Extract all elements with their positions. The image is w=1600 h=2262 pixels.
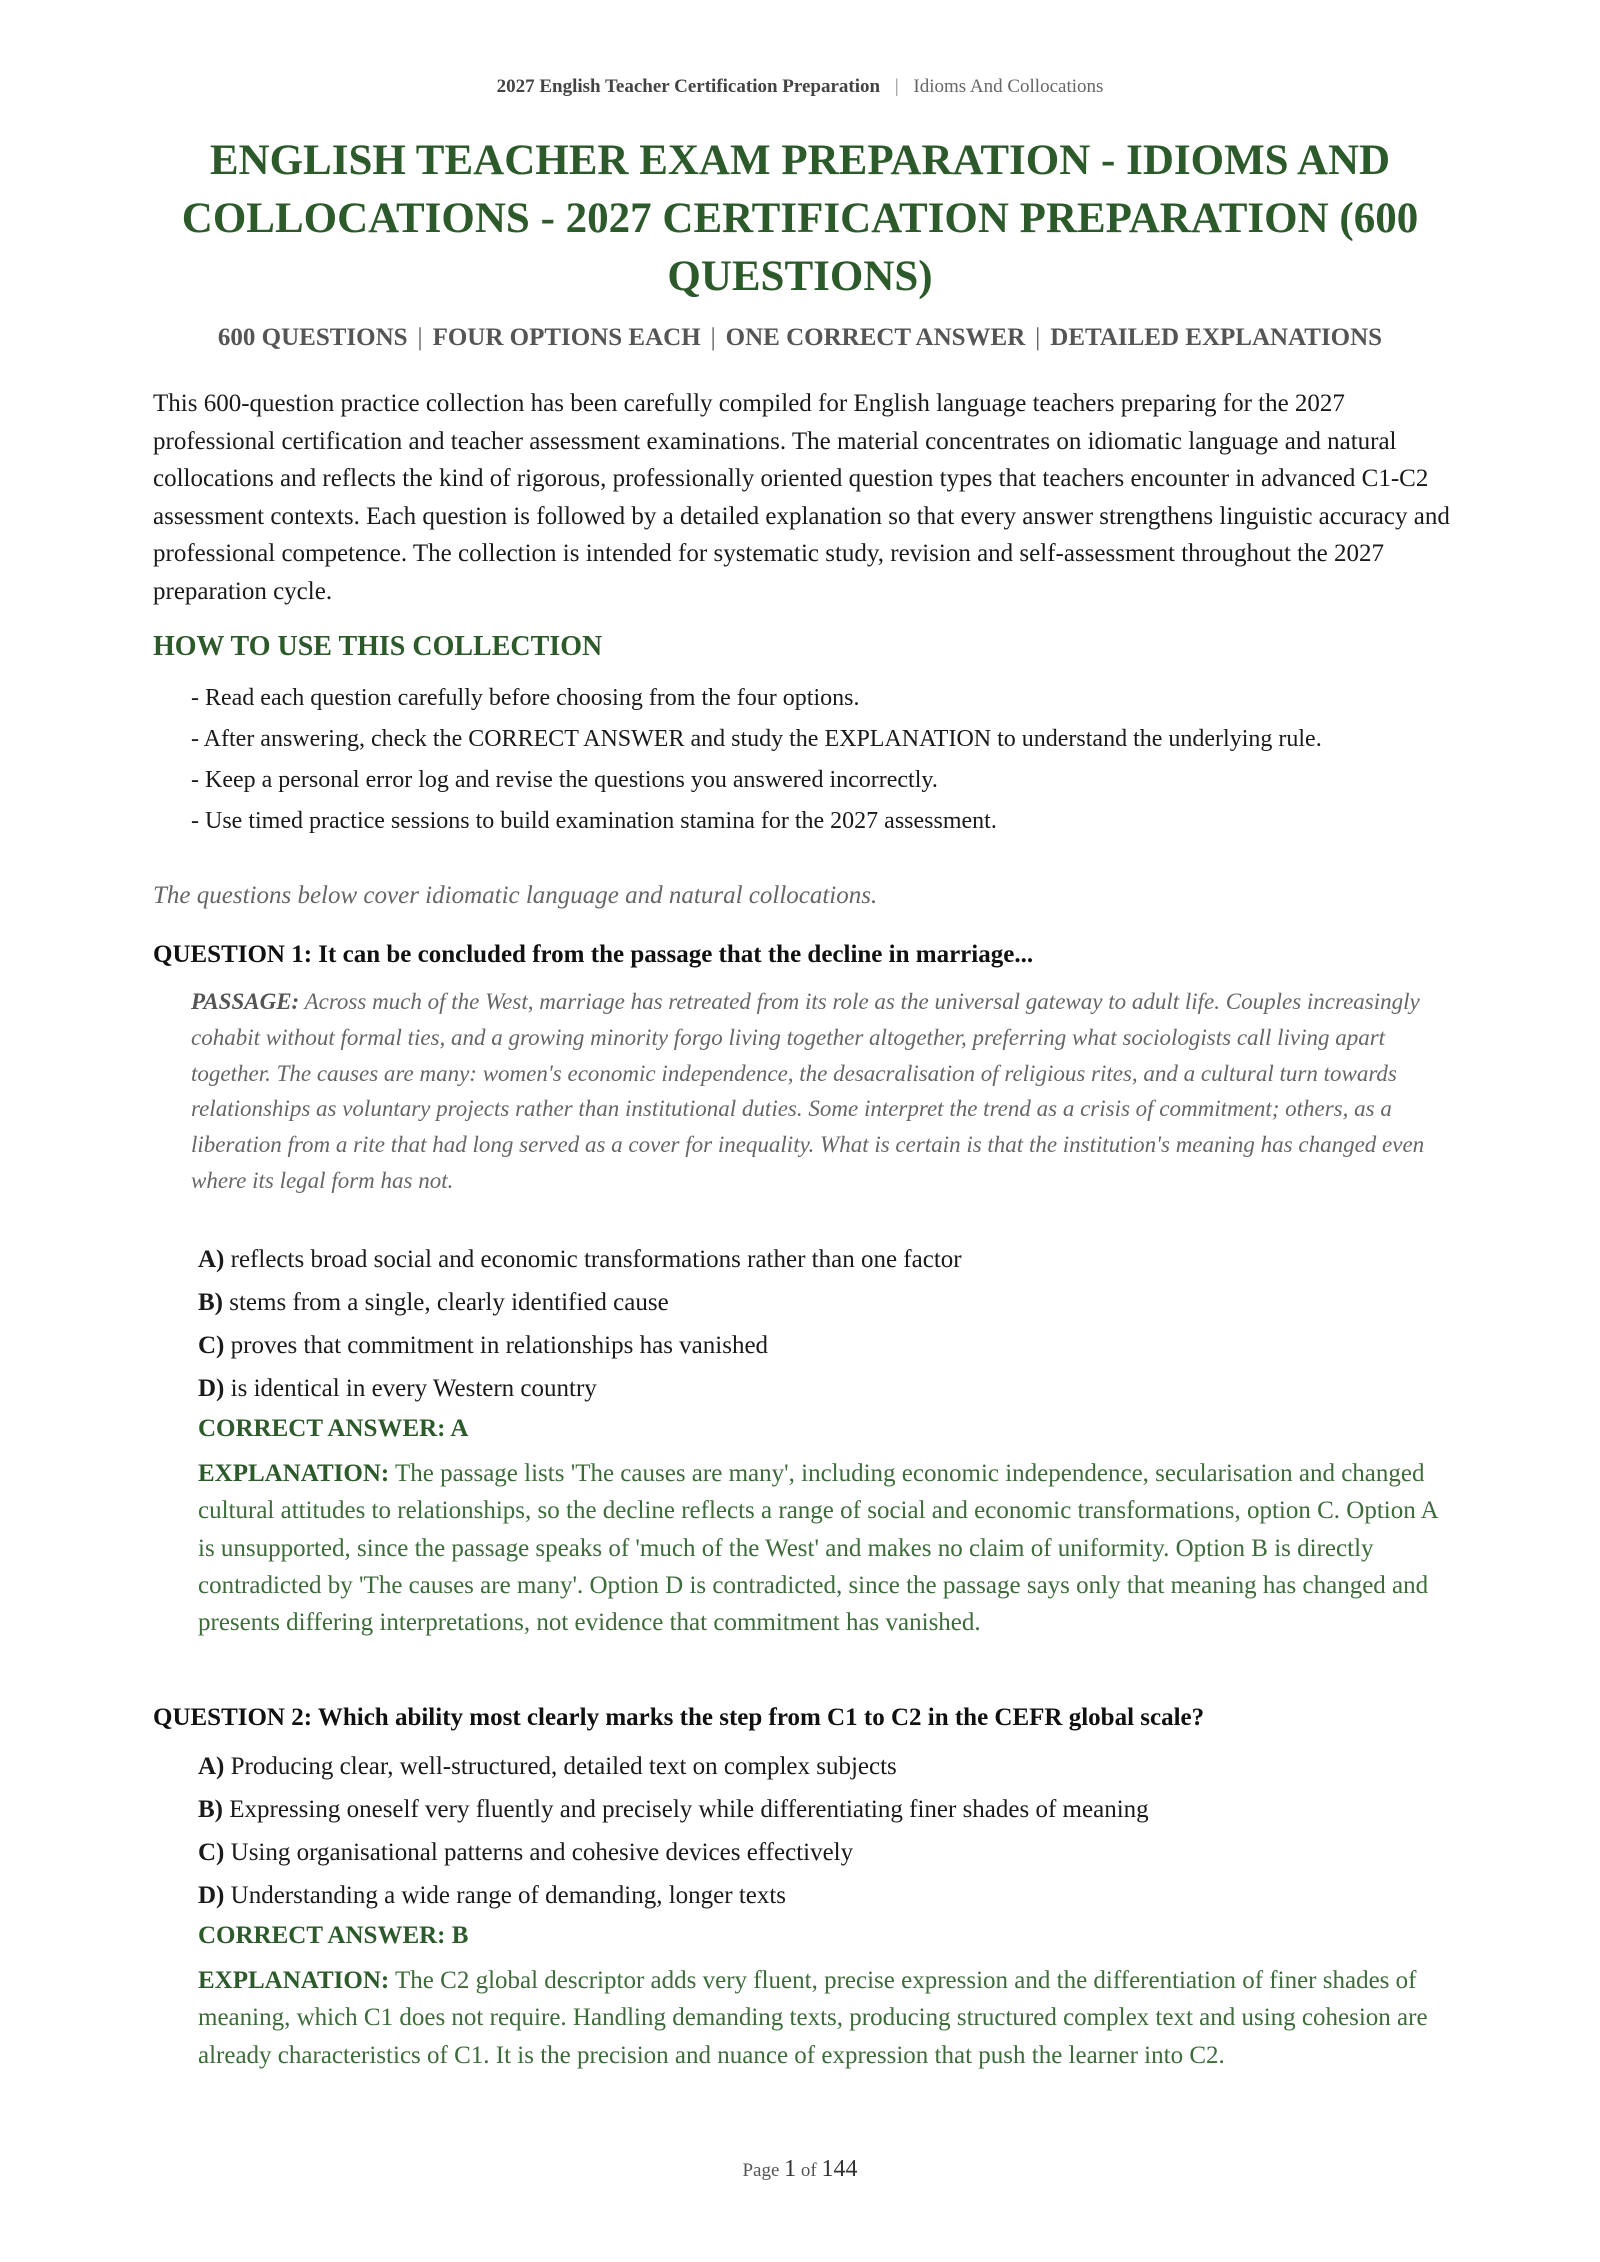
intro-paragraph: This 600-question practice collection has been carefully compiled for English language teachers preparing for the 2027 professional certification and teacher assessment examinations. The material concentrates on idiomatic language and natural collocations and reflects the kind of rigorous, professionally oriented question types that teachers encounter in advanced C1-C2 assessment contexts. Each question is followed by a detailed explanation so that every answer strengthens linguistic accuracy and professional competence. The collection is intended for systematic study, revision and self-assessment throughout the 2027 preparation cycle. [153,390,1450,605]
footer-of-word: of [800,2160,817,2181]
title-line-3: QUESTIONS) [667,253,933,300]
option-letter: C) [198,1332,225,1359]
footer-page-word: Page [742,2160,780,2181]
option-text: is identical in every Western country [230,1375,597,1402]
option-letter: C) [198,1839,225,1866]
option-text: stems from a single, clearly identified cause [229,1289,669,1316]
header-separator: | [894,76,899,97]
question-1-heading: QUESTION 1: It can be concluded from the passage that the decline in marriage... [153,941,1034,968]
option-d[interactable] [198,1874,1149,1917]
explanation-label: EXPLANATION: [198,1967,390,1994]
option-c[interactable] [198,1831,1149,1874]
how-to-list [191,680,1441,844]
tagline-item: ONE CORRECT ANSWER [725,324,1026,351]
option-text: Understanding a wide range of demanding, longer texts [230,1882,787,1909]
tagline-separator: | [710,324,716,351]
question-2-heading: QUESTION 2: Which ability most clearly marks the step from C1 to C2 in the CEFR global scale? [153,1704,1205,1731]
option-text: Producing clear, well-structured, detailed text on complex subjects [230,1753,897,1780]
header-series: 2027 English Teacher Certification Preparation [496,76,881,97]
option-b[interactable] [198,1788,1149,1831]
question-1-correct-answer: CORRECT ANSWER: A [198,1415,469,1442]
footer-page-total: 144 [821,2156,858,2182]
question-2-correct-answer: CORRECT ANSWER: B [198,1922,469,1949]
how-to-item: - Keep a personal error log and revise the questions you answered incorrectly. [191,767,938,793]
page-footer [0,2156,1600,2183]
tagline-separator: | [1035,324,1041,351]
footer-page-number: 1 [784,2156,797,2182]
option-letter: A) [198,1246,225,1273]
question-2-explanation [198,1962,1448,2074]
option-a[interactable] [198,1745,1149,1788]
document-title [0,132,1600,306]
header-topic: Idioms And Collocations [913,76,1104,97]
tagline-item: 600 QUESTIONS [217,324,408,351]
tagline-item: DETAILED EXPLANATIONS [1050,324,1383,351]
question-1-options [198,1238,962,1410]
option-text: reflects broad social and economic transformations rather than one factor [230,1246,962,1273]
option-b[interactable] [198,1281,962,1324]
explanation-label: EXPLANATION: [198,1460,390,1487]
option-c[interactable] [198,1324,962,1367]
tagline [0,324,1600,352]
title-line-1: ENGLISH TEACHER EXAM PREPARATION - IDIOMS AND [209,137,1391,184]
coverage-note: The questions below cover idiomatic language and natural collocations. [153,882,878,909]
option-letter: A) [198,1753,225,1780]
option-d[interactable] [198,1367,962,1410]
how-to-item: - After answering, check the CORRECT ANSWER and study the EXPLANATION to understand the underlying rule. [191,726,1322,752]
question-1-explanation [198,1455,1448,1641]
question-2-options [198,1745,1149,1917]
option-text: Expressing oneself very fluently and precisely while differentiating finer shades of meaning [229,1796,1149,1823]
option-letter: B) [198,1796,223,1823]
tagline-item: FOUR OPTIONS EACH [432,324,701,351]
option-text: Using organisational patterns and cohesive devices effectively [230,1839,854,1866]
option-text: proves that commitment in relationships has vanished [230,1332,769,1359]
running-header [0,76,1600,98]
explanation-text: The passage lists 'The causes are many', including economic independence, secularisation and changed cultural attitudes to relationships, so the decline reflects a range of social and economic transformations, option C. Option A is unsupported, since the passage speaks of 'much of the West' and makes no claim of uniformity. Option B is directly contradicted by 'The causes are many'. Option D is contradicted, since the passage says only that meaning has changed and presents differing interpretations, not evidence that commitment has vanished. [198,1460,1438,1637]
option-letter: D) [198,1882,225,1909]
question-1-passage [191,984,1441,1199]
passage-label: PASSAGE: [191,989,300,1014]
option-letter: B) [198,1289,223,1316]
how-to-item: - Use timed practice sessions to build examination stamina for the 2027 assessment. [191,808,997,834]
tagline-separator: | [417,324,423,351]
how-to-item: - Read each question carefully before choosing from the four options. [191,685,860,711]
option-a[interactable] [198,1238,962,1281]
option-letter: D) [198,1375,225,1402]
title-line-2: COLLOCATIONS - 2027 CERTIFICATION PREPARATION (600 [181,195,1419,242]
passage-text: Across much of the West, marriage has retreated from its role as the universal gateway to adult life. Couples increasingly cohabit without formal ties, and a growing minority forgo living together altogether, preferring what sociologists call living apart together. The causes are many: women's economic independence, the desacralisation of religious rites, and a cultural turn towards relationships as voluntary projects rather than institutional duties. Some interpret the trend as a crisis of commitment; others, as a liberation from a rite that had long served as a cover for inequality. What is certain is that the institution's meaning has changed even where its legal form has not. [191,989,1425,1193]
how-to-heading: HOW TO USE THIS COLLECTION [153,631,603,662]
explanation-text: The C2 global descriptor adds very fluent, precise expression and the differentiation of finer shades of meaning, which C1 does not require. Handling demanding texts, producing structured complex text and using cohesion are already characteristics of C1. It is the precision and nuance of expression that push the learner into C2. [198,1967,1428,2069]
